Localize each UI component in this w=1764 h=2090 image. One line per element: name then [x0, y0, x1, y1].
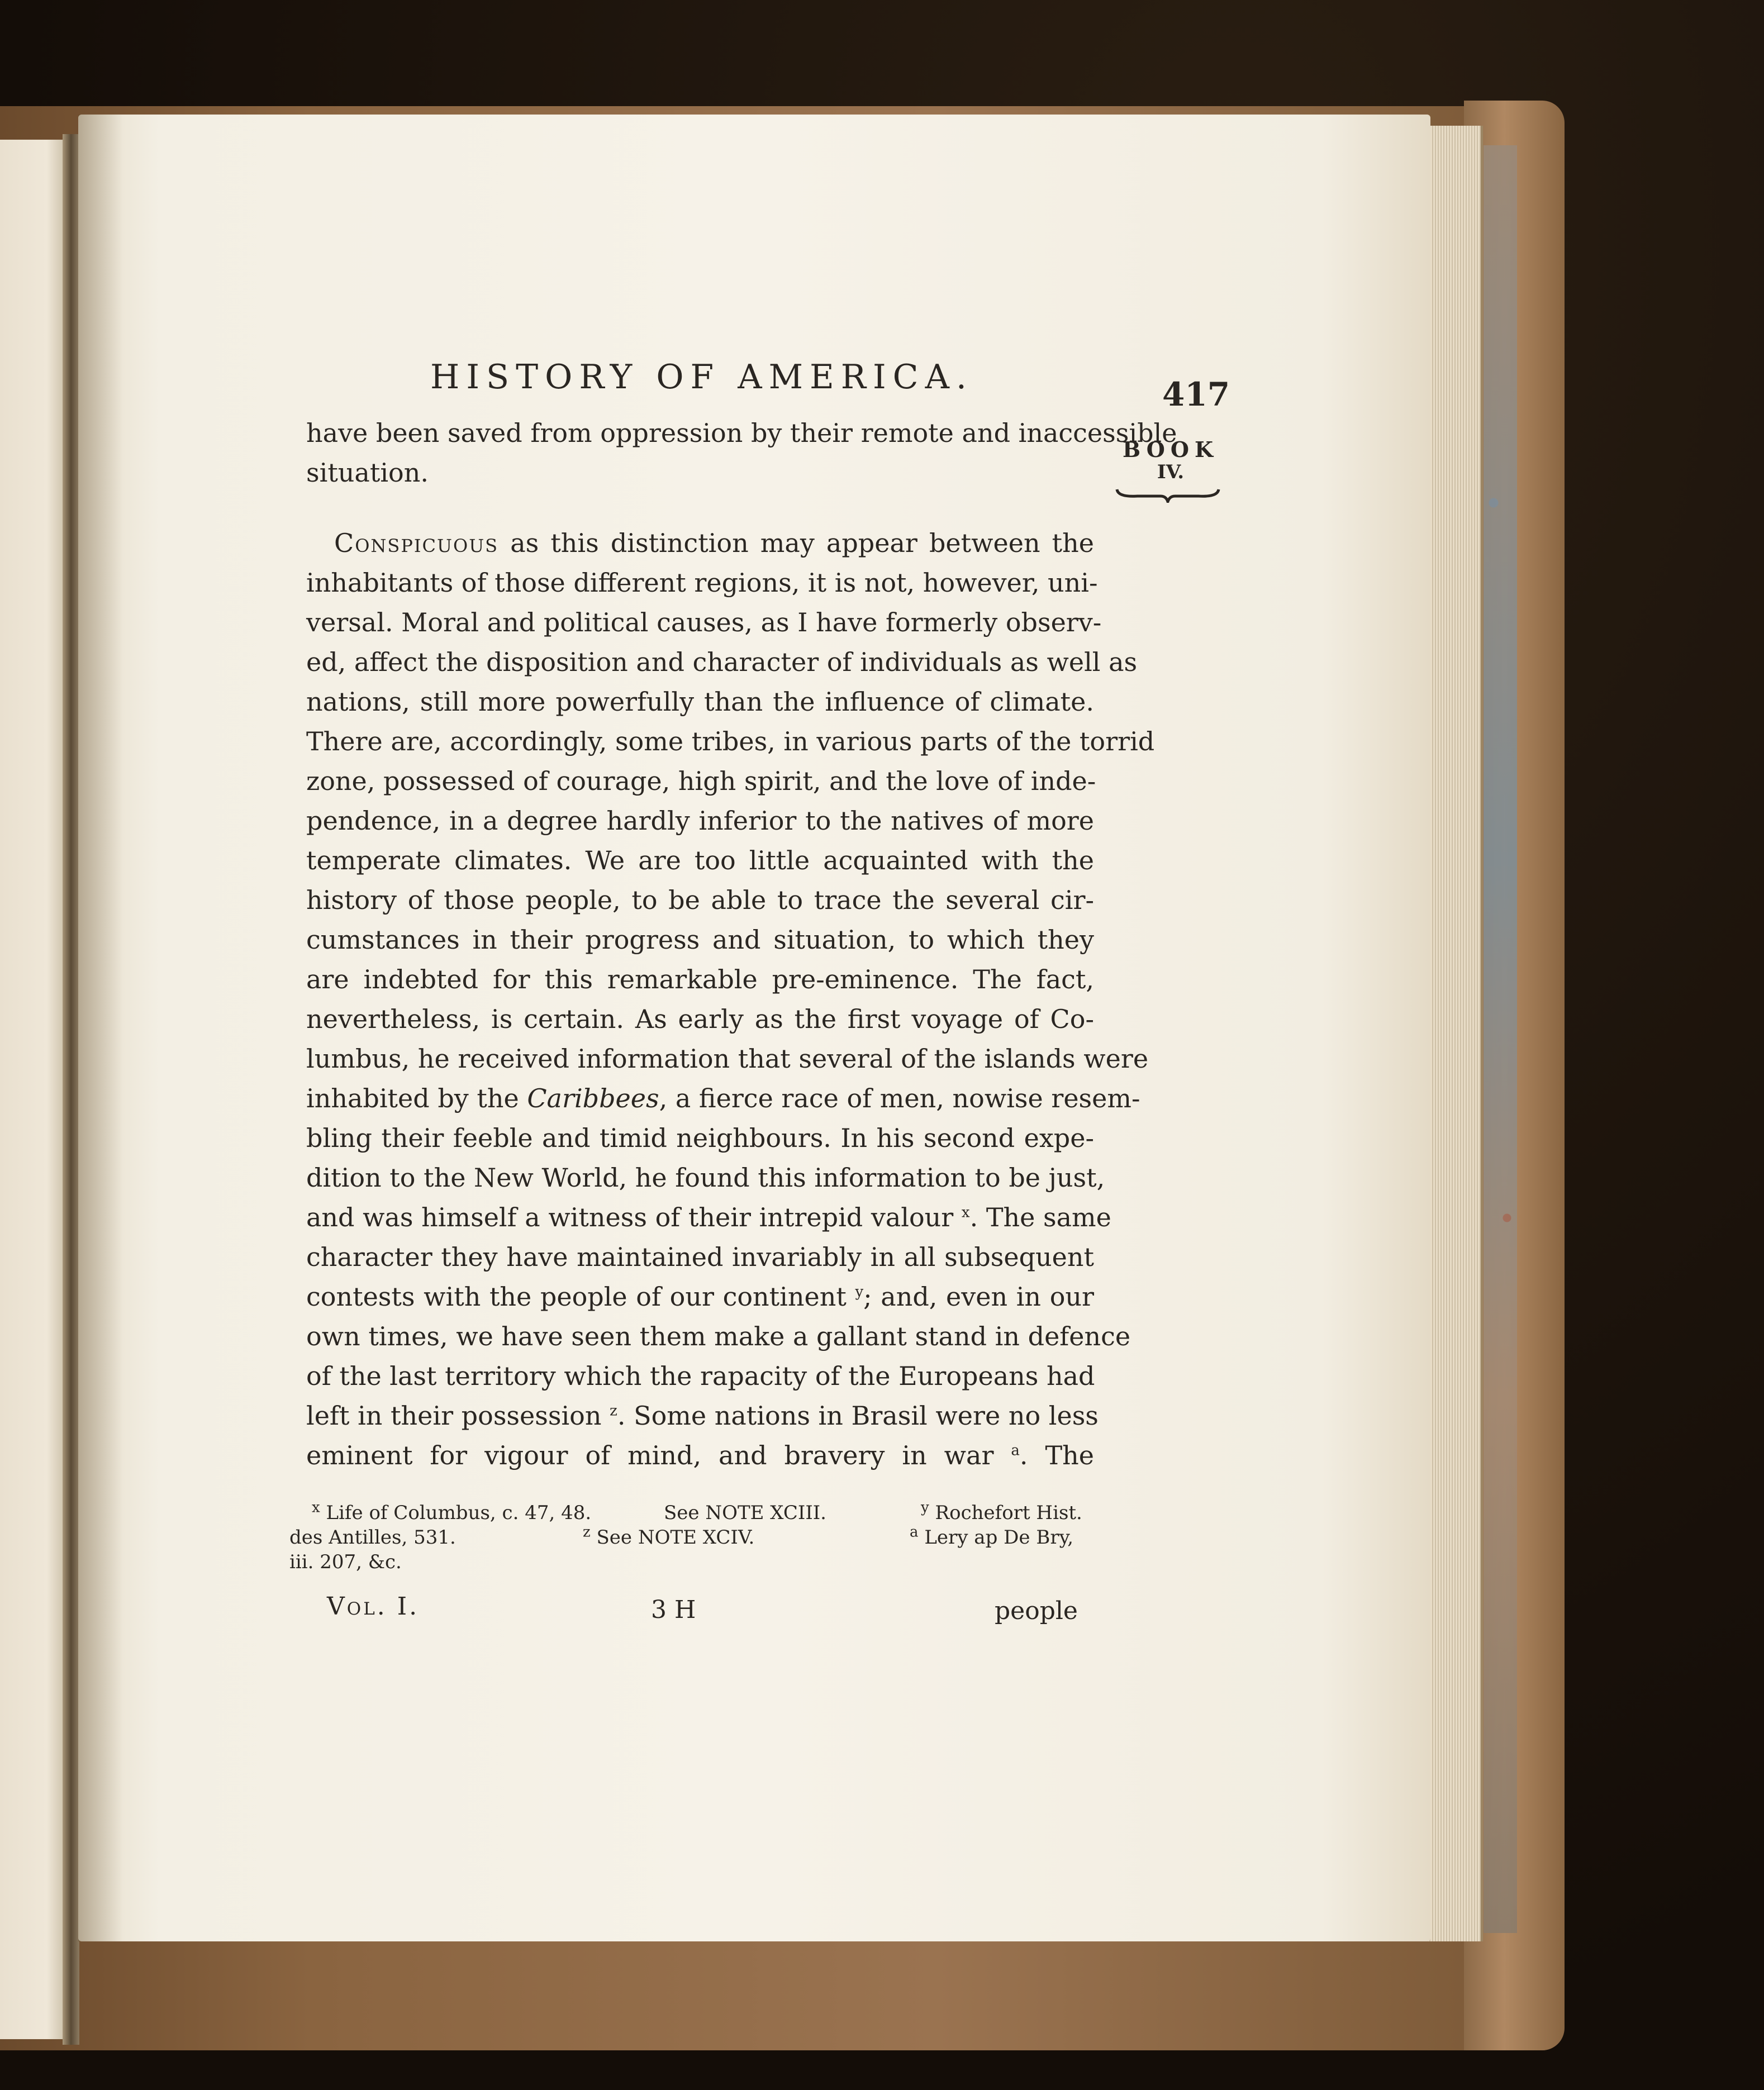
footnote-row [289, 1550, 1105, 1574]
text-span: and was himself a witness of their intrepid valour [306, 1202, 962, 1232]
footnote-reference: x [961, 1204, 970, 1221]
text-line [306, 1396, 1099, 1436]
gutter [63, 134, 79, 2045]
text-span: eminent for vigour of mind, and bravery in war [306, 1440, 1011, 1470]
footnote-x-note: See NOTE XCIII. [664, 1502, 826, 1524]
text-line: ed, affect the disposition and character of individuals as well as [306, 647, 1138, 677]
footnote-reference: a [1011, 1442, 1020, 1459]
text-span: , a fierce race of men, nowise resem- [659, 1083, 1140, 1113]
footnote-y [921, 1501, 1082, 1525]
text-line: are indebted for this remarkable pre-eminence. The fact, [306, 964, 1094, 994]
running-head: HISTORY OF AMERICA. [430, 358, 973, 397]
footnote-y-continued: des Antilles, 531. [289, 1526, 456, 1549]
footnote-z [583, 1525, 754, 1550]
text-line [306, 1436, 1094, 1475]
paragraph-break [306, 493, 1094, 523]
text-span: . Some nations in Brasil were no less [617, 1401, 1099, 1431]
left-page [0, 140, 67, 2039]
text-line: of the last territory which the rapacity of the Europeans had [306, 1361, 1095, 1391]
text-line: There are, accordingly, some tribes, in various parts of the torrid [306, 726, 1155, 756]
text-line: dition to the New World, he found this information to be just, [306, 1163, 1105, 1193]
text-line: lumbus, he received information that several of the islands were [306, 1044, 1149, 1074]
volume-line: Vol. I. [327, 1592, 420, 1621]
text-line: cumstances in their progress and situation, to which they [306, 925, 1094, 955]
text-line [306, 1198, 1111, 1237]
text-line: nevertheless, is certain. As early as the first voyage of Co- [306, 1004, 1094, 1034]
footnote-text: Rochefort Hist. [935, 1502, 1082, 1524]
margin-note-book: BOOK [1122, 437, 1219, 462]
text-line [306, 1079, 1140, 1118]
text-span: as this distinction may appear between the [498, 528, 1094, 558]
text-line: inhabitants of those different regions, it is not, however, uni- [306, 568, 1098, 598]
text-line [306, 1277, 1094, 1317]
footnote-reference: y [855, 1283, 864, 1301]
small-caps-opening: Conspicuous [334, 528, 499, 558]
footnote-row [289, 1501, 1105, 1525]
footnote-mark: a [910, 1524, 919, 1541]
footnote-reference: z [610, 1402, 617, 1420]
text-line: bling their feeble and timid neighbours. In his second expe- [306, 1123, 1094, 1153]
footnote-mark: y [921, 1499, 929, 1516]
text-span: inhabited by the [306, 1083, 527, 1113]
gutter-shadow [78, 115, 123, 1941]
text-span: left in their possession [306, 1401, 610, 1431]
footnote-text: Life of Columbus, c. 47, 48. [326, 1502, 592, 1524]
text-line: situation. [306, 458, 429, 488]
text-line: own times, we have seen them make a gallant stand in defence [306, 1321, 1131, 1351]
footnote-a [910, 1525, 1073, 1550]
text-line: have been saved from oppression by their remote and inaccessible [306, 418, 1177, 448]
footnote-text: See NOTE XCIV. [596, 1526, 755, 1549]
text-line: character they have maintained invariably in all subsequent [306, 1242, 1094, 1272]
footnote-text: Lery ap De Bry, [924, 1526, 1074, 1549]
page-number: 417 [1162, 375, 1230, 413]
footnotes [289, 1501, 1105, 1574]
margin-note-volume: IV. [1157, 461, 1185, 483]
footnote-row [289, 1525, 1105, 1550]
text-line: temperate climates. We are too little acquainted with the [306, 845, 1094, 875]
text-line: nations, still more powerfully than the influence of climate. [306, 687, 1094, 717]
marbled-edge [1484, 145, 1517, 1933]
footnote-x [312, 1501, 591, 1525]
text-span: contests with the people of our continent [306, 1282, 855, 1312]
footnote-y-continued: iii. 207, &c. [289, 1551, 402, 1573]
margin-brace-ornament [1115, 487, 1221, 503]
text-span: ; and, even in our [863, 1282, 1095, 1312]
text-line [306, 523, 1094, 563]
text-line: pendence, in a degree hardly inferior to the natives of more [306, 806, 1094, 836]
catchword: people [995, 1597, 1078, 1625]
footnote-mark: z [583, 1524, 591, 1541]
italic-term: Caribbees [527, 1083, 659, 1113]
text-line: history of those people, to be able to trace the several cir- [306, 885, 1094, 915]
footnote-mark: x [312, 1499, 320, 1516]
text-span: . The same [969, 1202, 1111, 1232]
signature-mark: 3 H [651, 1596, 696, 1624]
text-line: versal. Moral and political causes, as I have formerly observ- [306, 607, 1102, 637]
text-line: zone, possessed of courage, high spirit, and the love of inde- [306, 766, 1096, 796]
text-span: . The [1019, 1440, 1094, 1470]
page-edges [1428, 126, 1483, 1941]
